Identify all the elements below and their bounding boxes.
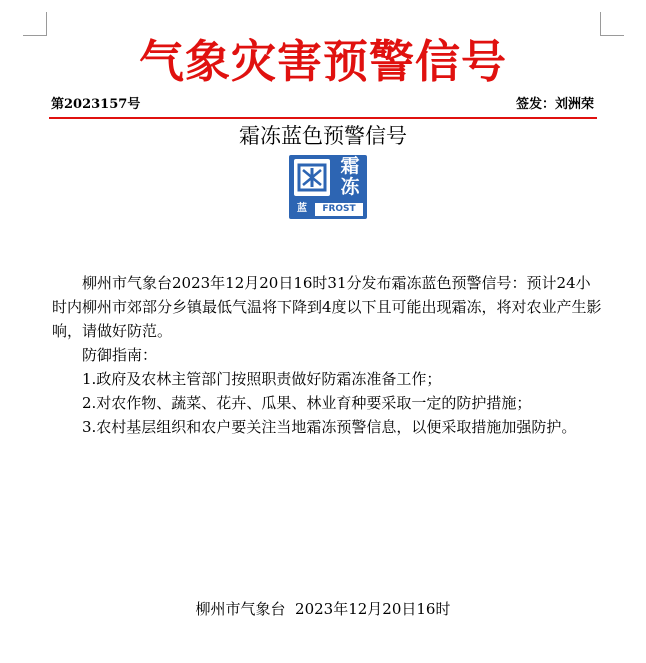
signal-level-label: 蓝 [297,203,307,214]
body-text [52,271,602,439]
guide-item: 3.农村基层组织和农户要关注当地霜冻预警信息，以便采取措施加强防护。 [82,418,577,436]
signal-english-label: FROST [315,203,363,216]
signal-glyph-frost: 霜 [340,155,360,177]
guide-heading: 防御指南： [82,346,158,364]
signature-line: 柳州市气象台 2023年12月20日16时 [195,600,451,618]
red-divider [49,117,597,119]
guide-item: 2.对农作物、蔬菜、花卉、瓜果、林业育种要采取一定的防护措施； [82,394,532,412]
main-paragraph: 柳州市气象台2023年12月20日16时31分发布霜冻蓝色预警信号：预计24小时内柳州市郊部分乡镇最低气温将下降到4度以下且可能出现霜冻，将对农业产生影响，请做好防范。 [52,274,602,340]
issuer: 签发：刘洲荣 [515,97,594,112]
crop-mark-top-left-v [46,12,47,36]
frost-symbol-icon [294,159,330,196]
frost-blue-warning-icon [289,155,367,219]
frost-crystal-icon [294,159,330,196]
document-title: 气象灾害预警信号 [138,35,507,88]
signal-glyph-freeze: 冻 [340,176,360,198]
document-number: 第2023157号 [51,97,141,112]
crop-mark-top-right-v [600,12,601,36]
guide-item: 1.政府及农林主管部门按照职责做好防霜冻准备工作； [82,370,442,388]
signal-title: 霜冻蓝色预警信号 [239,124,407,148]
